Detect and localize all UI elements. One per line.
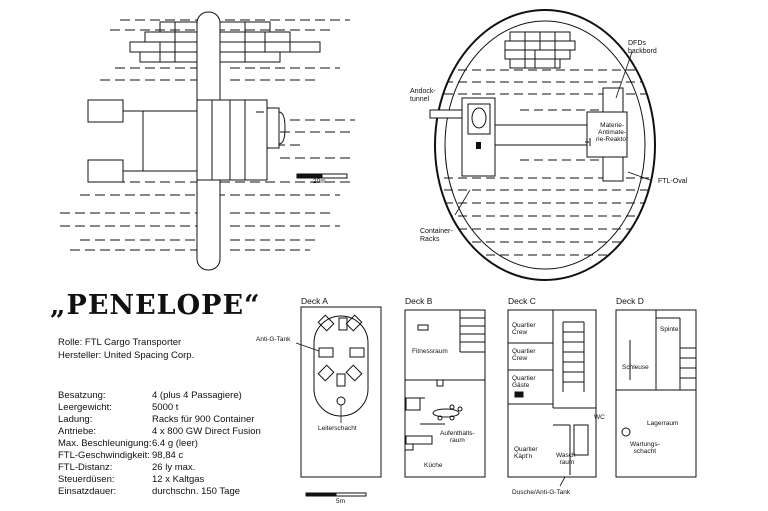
room-crew-2: Quartier Crew bbox=[512, 348, 536, 363]
role-text: Rolle: FTL Cargo Transporter bbox=[58, 337, 182, 348]
room-fitness: Fitnessraum bbox=[412, 348, 448, 355]
spec-label: Antriebe: bbox=[58, 426, 97, 437]
spec-value: 4 (plus 4 Passagiere) bbox=[152, 390, 242, 401]
spec-label: Leergewicht: bbox=[58, 402, 112, 413]
label-ftl-oval: FTL-Oval bbox=[658, 178, 688, 185]
label-reactor: Materie- Antimate- rie-Reaktor bbox=[596, 122, 629, 144]
room-dusche: Dusche/Anti-G-Tank bbox=[512, 489, 571, 496]
deck-plans bbox=[296, 307, 696, 496]
spec-value: 26 ly max. bbox=[152, 462, 196, 473]
label-container-racks: Container- Racks bbox=[420, 228, 453, 243]
room-kueche: Küche bbox=[424, 462, 443, 469]
dfd-upper bbox=[603, 88, 623, 112]
side-view bbox=[60, 12, 355, 270]
spec-label: FTL-Distanz: bbox=[58, 462, 113, 473]
scale-label-bottom: 5m bbox=[336, 498, 346, 505]
deck-d-title: Deck D bbox=[616, 296, 644, 306]
ftl-oval-view bbox=[430, 10, 660, 280]
deck-a-title: Deck A bbox=[301, 296, 328, 306]
room-gaeste: Quartier Gäste bbox=[512, 375, 536, 390]
room-anti-g-tank: Anti-G-Tank bbox=[256, 336, 291, 343]
spec-value: 6.4 g (leer) bbox=[152, 438, 198, 449]
deck-c-title: Deck C bbox=[508, 296, 536, 306]
dfd-lower bbox=[603, 157, 623, 181]
room-aufenthalt: Aufenthalts- raum bbox=[440, 430, 475, 445]
connector-shaft bbox=[495, 125, 587, 145]
spec-label: Besatzung: bbox=[58, 390, 106, 401]
room-schleuse: Schleuse bbox=[622, 364, 649, 371]
deck-b-title: Deck B bbox=[405, 296, 433, 306]
manufacturer-text: Hersteller: United Spacing Corp. bbox=[58, 350, 195, 361]
spec-label: Max. Beschleunigung: bbox=[58, 438, 152, 449]
spec-value: 12 x Kaltgas bbox=[152, 474, 205, 485]
thruster-upper bbox=[88, 100, 123, 122]
spec-label: FTL-Geschwindigkeit: bbox=[58, 450, 150, 461]
label-andock: Andock- tunnel bbox=[410, 88, 436, 103]
room-wc: WC bbox=[594, 414, 605, 421]
spec-value: 98,84 c bbox=[152, 450, 184, 461]
room-crew-1: Quartier Crew bbox=[512, 322, 536, 337]
brick-stack-top bbox=[130, 22, 320, 62]
spec-label: Einsatzdauer: bbox=[58, 486, 117, 497]
thruster-lower bbox=[88, 160, 123, 182]
room-lagerraum: Lagerraum bbox=[647, 420, 679, 427]
room-spinte: Spinte bbox=[660, 326, 679, 333]
label-dfds: DFDs backbord bbox=[628, 40, 657, 55]
room-kaptn: Quartier Käpt'n bbox=[514, 446, 538, 461]
spec-label: Steuerdüsen: bbox=[58, 474, 115, 485]
brick-stack-oval bbox=[505, 32, 575, 68]
room-wartungsschacht: Wartungs- schacht bbox=[630, 441, 660, 456]
spec-value: durchschn. 150 Tage bbox=[152, 486, 241, 497]
ship-title: „PENELOPE“ bbox=[50, 290, 261, 321]
deck-b-plan bbox=[405, 310, 485, 477]
deck-a-plan bbox=[296, 307, 381, 477]
spec-value: 5000 t bbox=[152, 402, 179, 413]
spec-label: Ladung: bbox=[58, 414, 93, 425]
spec-value: 4 x 800 GW Direct Fusion bbox=[152, 426, 261, 437]
spec-value: Racks für 900 Container bbox=[152, 414, 255, 425]
room-leiterschacht: Leiterschacht bbox=[318, 425, 357, 432]
scale-label-top: 20m bbox=[313, 178, 326, 185]
room-waschraum: Wasch- raum bbox=[556, 452, 578, 467]
docking-tunnel bbox=[430, 110, 462, 118]
